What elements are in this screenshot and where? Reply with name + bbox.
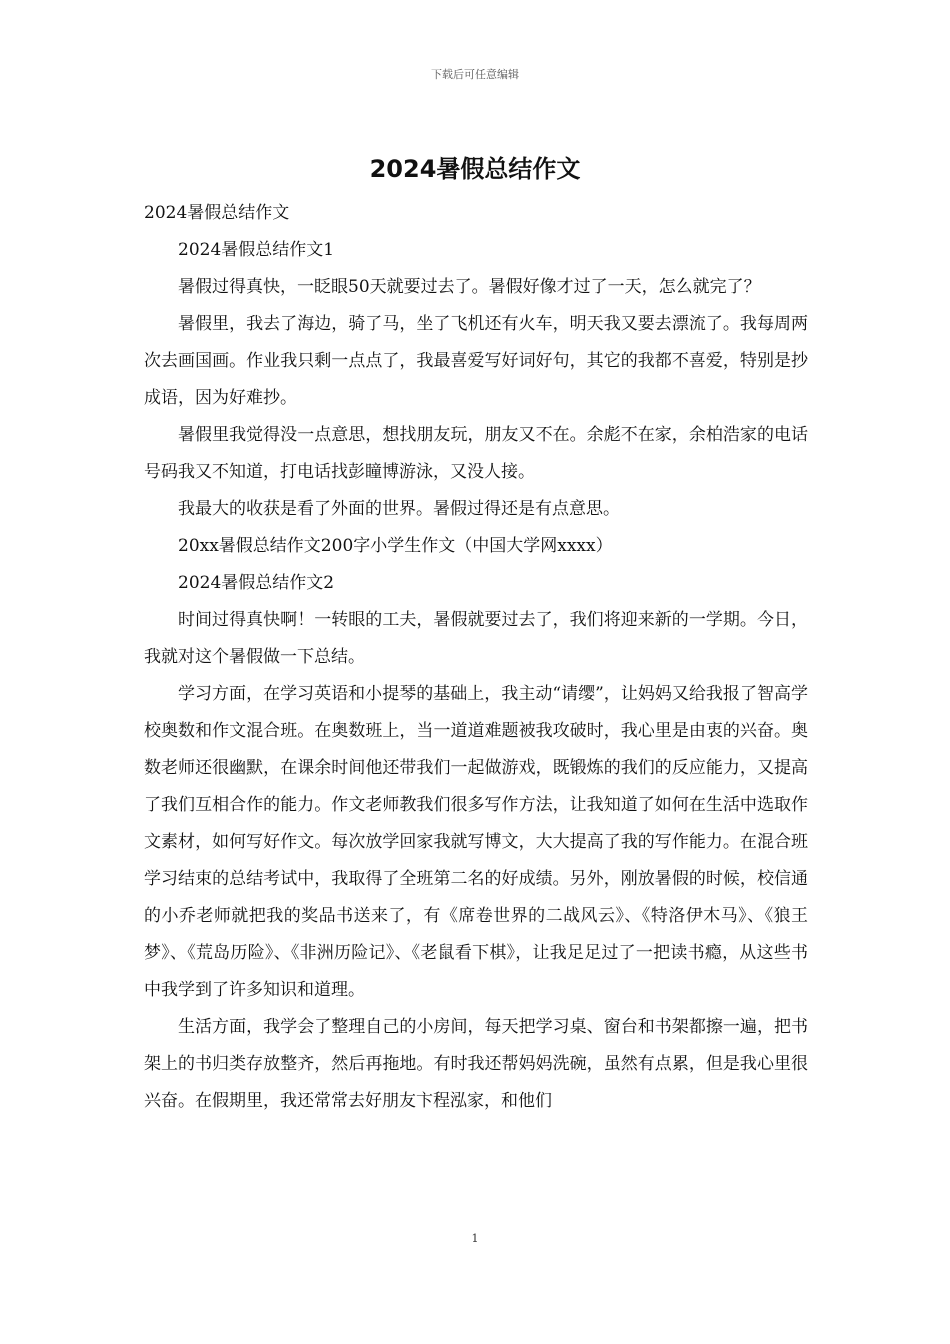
paragraph: 我最大的收获是看了外面的世界。暑假过得还是有点意思。 bbox=[178, 499, 620, 519]
page-number: 1 bbox=[471, 1232, 479, 1245]
paragraph: 暑假里，我去了海边，骑了马，坐了飞机还有火车，明天我又要去漂流了。我每周两次去画国画。作业我只剩一点点了，我最喜爱写好词好句，其它的我都不喜爱，特别是抄成语，因为好难抄。 bbox=[144, 314, 808, 408]
paragraph: 学习方面，在学习英语和小提琴的基础上，我主动“请缨”，让妈妈又给我报了智高学校奥数和作文混合班。在奥数班上，当一道道难题被我攻破时，我心里是由衷的兴奋。奥数老师还很幽默，在课余时间他还带我们一起做游戏，既锻炼的我们的反应能力，又提高了我们互相合作的能力。作文老师教我们很多写作方法，让我知道了如何在生活中选取作文素材，如何写好作文。每次放学回家我就写博文，大大提高了我的写作能力。在混合班学习结束的总结考试中，我取得了全班第二名的好成绩。另外，刚放暑假的时候，校信通的小乔老师就把我的奖品书送来了，有《席卷世界的二战风云》、《特洛伊木马》、《狼王梦》、《荒岛历险》、《非洲历险记》、《老鼠看下棋》，让我足足过了一把读书瘾，从这些书中我学到了许多知识和道理。 bbox=[144, 684, 808, 1000]
paragraph: 暑假里我觉得没一点意思，想找朋友玩，朋友又不在。余彪不在家，余柏浩家的电话号码我又不知道，打电话找彭瞳博游泳，又没人接。 bbox=[144, 425, 808, 482]
paragraph-section-heading-1: 2024暑假总结作文1 bbox=[178, 240, 335, 260]
document-title: 2024暑假总结作文 bbox=[369, 155, 581, 183]
paragraph-section-heading-2: 2024暑假总结作文2 bbox=[178, 573, 335, 593]
paragraph-source-note: 20xx暑假总结作文200字小学生作文（中国大学网xxxx） bbox=[178, 536, 613, 556]
paragraph: 暑假过得真快，一眨眼50天就要过去了。暑假好像才过了一天，怎么就完了？ bbox=[178, 277, 761, 297]
document-body bbox=[144, 195, 808, 1120]
paragraph-subtitle: 2024暑假总结作文 bbox=[144, 203, 290, 223]
paragraph: 时间过得真快啊！一转眼的工夫，暑假就要过去了，我们将迎来新的一学期。今日，我就对这个暑假做一下总结。 bbox=[144, 610, 808, 667]
paragraph: 生活方面，我学会了整理自己的小房间，每天把学习桌、窗台和书架都擦一遍，把书架上的书归类存放整齐，然后再拖地。有时我还帮妈妈洗碗，虽然有点累，但是我心里很兴奋。在假期里，我还常常去好朋友卞程泓家，和他们 bbox=[144, 1017, 808, 1111]
header-note: 下载后可任意编辑 bbox=[431, 68, 519, 81]
